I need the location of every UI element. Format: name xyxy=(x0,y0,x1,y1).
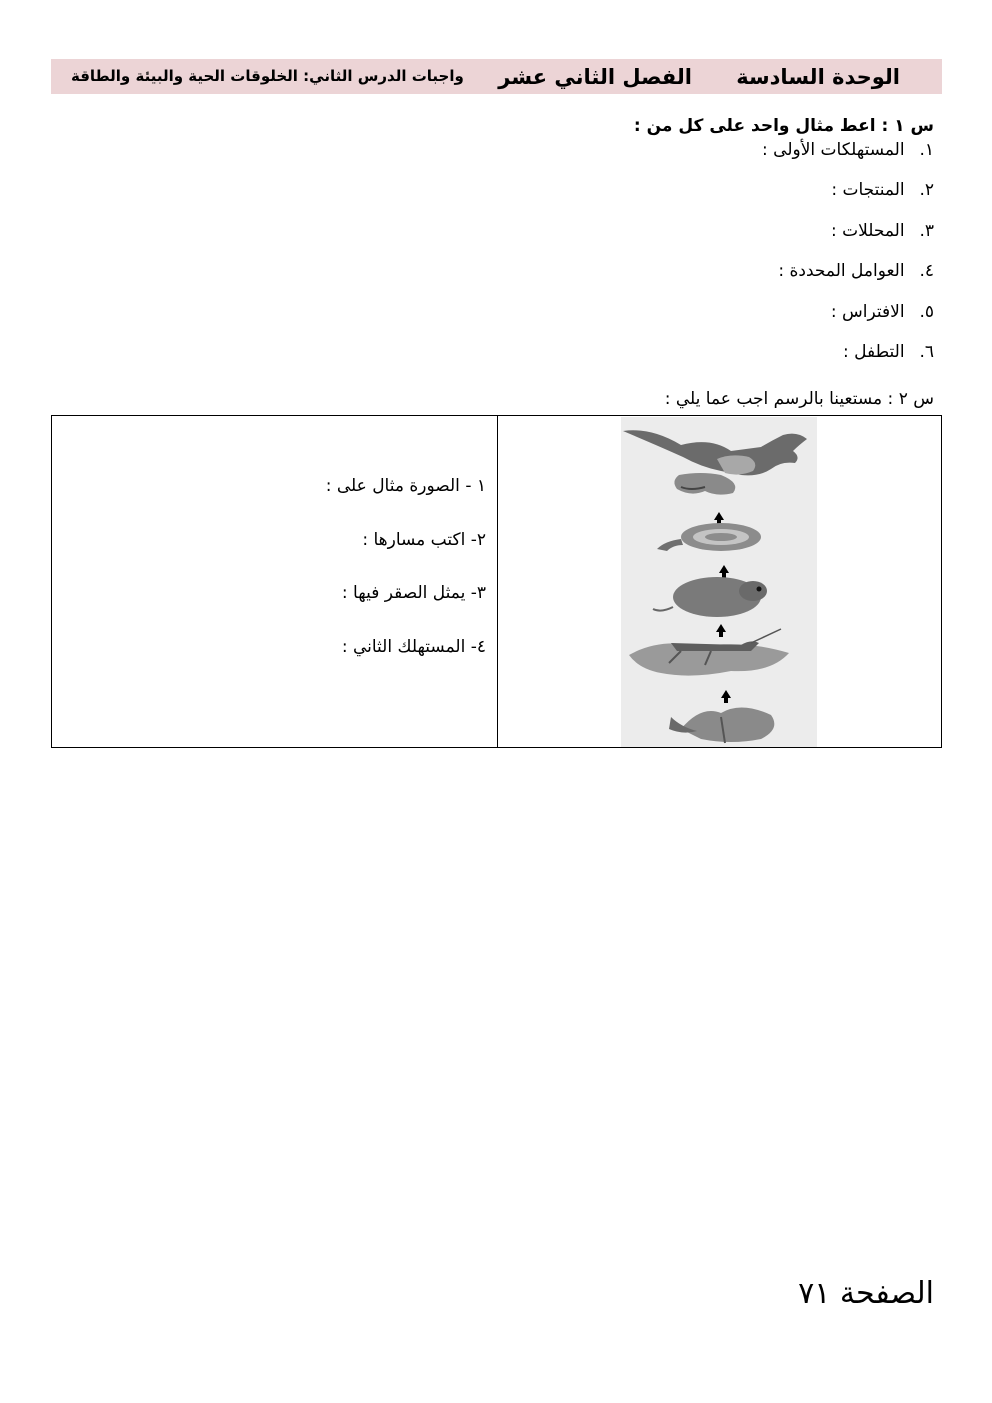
list-item: ٥. الافتراس : xyxy=(830,301,934,322)
question-2-box xyxy=(51,415,942,748)
lesson-title: واجبات الدرس الثاني: الخلوقات الحية والبيئة والطاقة xyxy=(71,67,464,85)
question-1 xyxy=(634,114,934,380)
list-item: ٢- اكتب مسارها : xyxy=(362,529,486,550)
list-item: ٣. المحللات : xyxy=(830,220,934,241)
unit-title: الوحدة السادسة xyxy=(736,65,900,89)
question-1-list xyxy=(634,138,934,380)
grasshopper-icon xyxy=(629,629,789,676)
plant-icon xyxy=(669,707,774,743)
page-number: الصفحة ٧١ xyxy=(798,1276,934,1311)
list-item: ١ - الصورة مثال على : xyxy=(325,476,486,496)
arrow-icon xyxy=(719,565,729,578)
hawk-icon xyxy=(623,430,807,494)
list-item: ٤. العوامل المحددة : xyxy=(778,261,934,282)
chapter-title: الفصل الثاني عشر xyxy=(498,65,692,89)
question-2-title: س ٢ : مستعينا بالرسم اجب عما يلي : xyxy=(664,389,934,409)
list-item: ٦. التطفل : xyxy=(843,341,934,362)
question-1-title: س ١ : اعط مثال واحد على كل من : xyxy=(633,116,934,136)
list-item: ١. المستهلكات الأولى : xyxy=(762,140,934,160)
food-chain-image xyxy=(621,417,817,747)
column-divider xyxy=(497,416,498,747)
arrow-icon xyxy=(721,690,731,703)
mouse-icon xyxy=(653,577,767,617)
list-item: ٣- يمثل الصقر فيها : xyxy=(341,583,486,603)
arrow-icon xyxy=(716,624,726,637)
list-item: ٢. المنتجات : xyxy=(831,180,934,201)
question-2-list xyxy=(326,476,486,690)
list-item: ٤- المستهلك الثاني : xyxy=(341,636,486,657)
header-bar xyxy=(51,59,942,94)
snake-icon xyxy=(657,523,761,551)
